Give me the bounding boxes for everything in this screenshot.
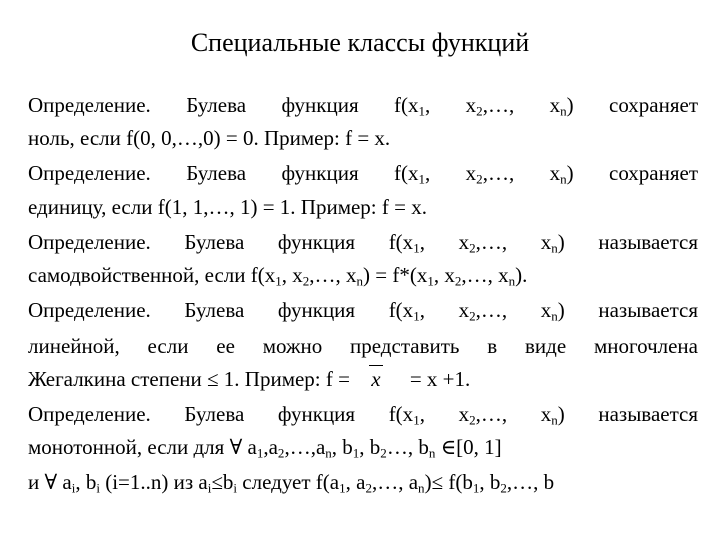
- definition-5-line-2: монотонной, если для ∀ $a_1,a_2,\dots,a_n$, $b_1$, $b_2\dots$, $b_n$ ∈[0, 1]: [28, 435, 502, 461]
- definition-1-line-2: ноль, если f(0, 0,…,0) = 0. Пример: f = x.: [28, 126, 391, 150]
- negated-x: x: [371, 367, 381, 391]
- page-title: Специальные классы функций: [190, 28, 530, 57]
- definition-2-line-2: единицу, если f(1, 1,…, 1) = 1. Пример: f = x.: [28, 195, 427, 219]
- definition-4-line-2: линейной, если ее можно представить в виде многочлена: [28, 334, 698, 358]
- definition-5-line-1: Определение. Булева функция $f(x_1$, $x_2,\dots$, $x_n$) называется: [28, 402, 699, 428]
- definition-1-line-1: Определение. Булева функция $f(x_1$, $x_2,\dots$, $x_n$) сохраняет: [28, 93, 699, 119]
- definition-3-line-1: Определение. Булева функция $f(x_1$, $x_2,\dots$, $x_n$) называется: [28, 230, 699, 256]
- definition-2-line-1: Определение. Булева функция $f(x_1$, $x_2,\dots$, $x_n$) сохраняет: [28, 161, 699, 187]
- definition-3-line-2: самодвойственной, если $f(x_1$, $x_2,\dots$, $x_n) = f*(x_1$, $x_2,\dots$, $x_n$).: [28, 263, 528, 289]
- definition-4-line-1: Определение. Булева функция $f(x_1$, $x_2,\dots$, $x_n$) называется: [28, 298, 699, 324]
- definition-4-line-3: Жегалкина степени ≤ 1. Пример: f = x = x +1.: [28, 367, 471, 391]
- definition-5-line-3: и ∀ $a_i$, $b_i$ (i=1..n) из $a_i\le b_i$ следует $f(a_1$, $a_2,\dots$, $a_n)\le f(b_1$, $b_2,\dots$, b: [28, 470, 555, 496]
